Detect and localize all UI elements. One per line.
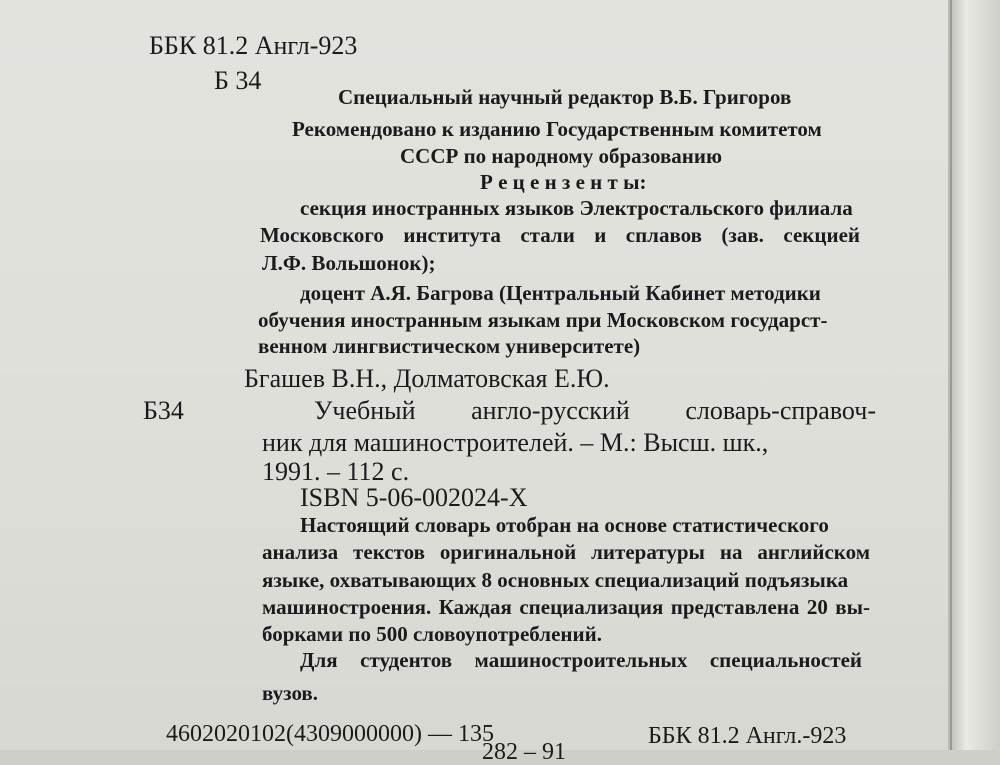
catalog-title-line-2: ник для машиностроителей. – М.: Высш. шк., [262, 428, 769, 457]
catalog-title-line-1: Учебный англо-русский словарь-справоч- [314, 396, 876, 425]
scientific-editor: Специальный научный редактор В.Б. Григоров [338, 85, 792, 109]
footer-bbk: ББК 81.2 Англ.-923 [648, 723, 847, 749]
reviewer-2-line-2: обучения иностранным языкам при Московском государст- [258, 308, 828, 332]
page-edge [948, 0, 1000, 750]
reviewer-2-line-3: венном лингвистическом университете) [258, 334, 641, 358]
catalog-pages: 1991. – 112 с. [262, 457, 410, 486]
bbk-classification: ББК 81.2 Англ-923 [149, 31, 358, 60]
footer-index: 4602020102(4309000000) — 135 [166, 721, 494, 747]
catalog-authors: Бгашев В.Н., Долматовская Е.Ю. [244, 364, 610, 393]
recommendation-line-2: СССР по народному образованию [400, 144, 723, 168]
reviewer-1-line-3: Л.Ф. Вольшонок); [262, 251, 436, 275]
isbn: ISBN 5-06-002024-X [300, 483, 528, 512]
catalog-code: Б34 [143, 396, 184, 425]
audience-line-2: вузов. [262, 681, 319, 705]
annotation-line-4: машиностроения. Каждая специализация представлена 20 вы- [262, 595, 870, 619]
footer-partial-number: 282 – 91 [482, 739, 566, 765]
reviewer-1-line-1: секция иностранных языков Электростальского филиала [300, 196, 853, 220]
author-sign-code: Б 34 [214, 66, 262, 95]
reviewers-heading: Р е ц е н з е н т ы: [480, 170, 647, 194]
reviewer-1-line-2: Московского института стали и сплавов (зав. секцией [260, 223, 860, 247]
annotation-line-2: анализа текстов оригинальной литературы на английском [262, 540, 870, 564]
audience-line-1: Для студентов машиностроительных специальностей [300, 648, 862, 672]
reviewer-2-line-1: доцент А.Я. Багрова (Центральный Кабинет методики [300, 281, 821, 305]
annotation-line-3: языке, охватывающих 8 основных специализаций подъязыка [262, 568, 849, 592]
recommendation-line-1: Рекомендовано к изданию Государственным комитетом [292, 117, 822, 141]
annotation-line-5: борками по 500 словоупотреблений. [262, 622, 602, 646]
annotation-line-1: Настоящий словарь отобран на основе статистического [300, 513, 829, 537]
